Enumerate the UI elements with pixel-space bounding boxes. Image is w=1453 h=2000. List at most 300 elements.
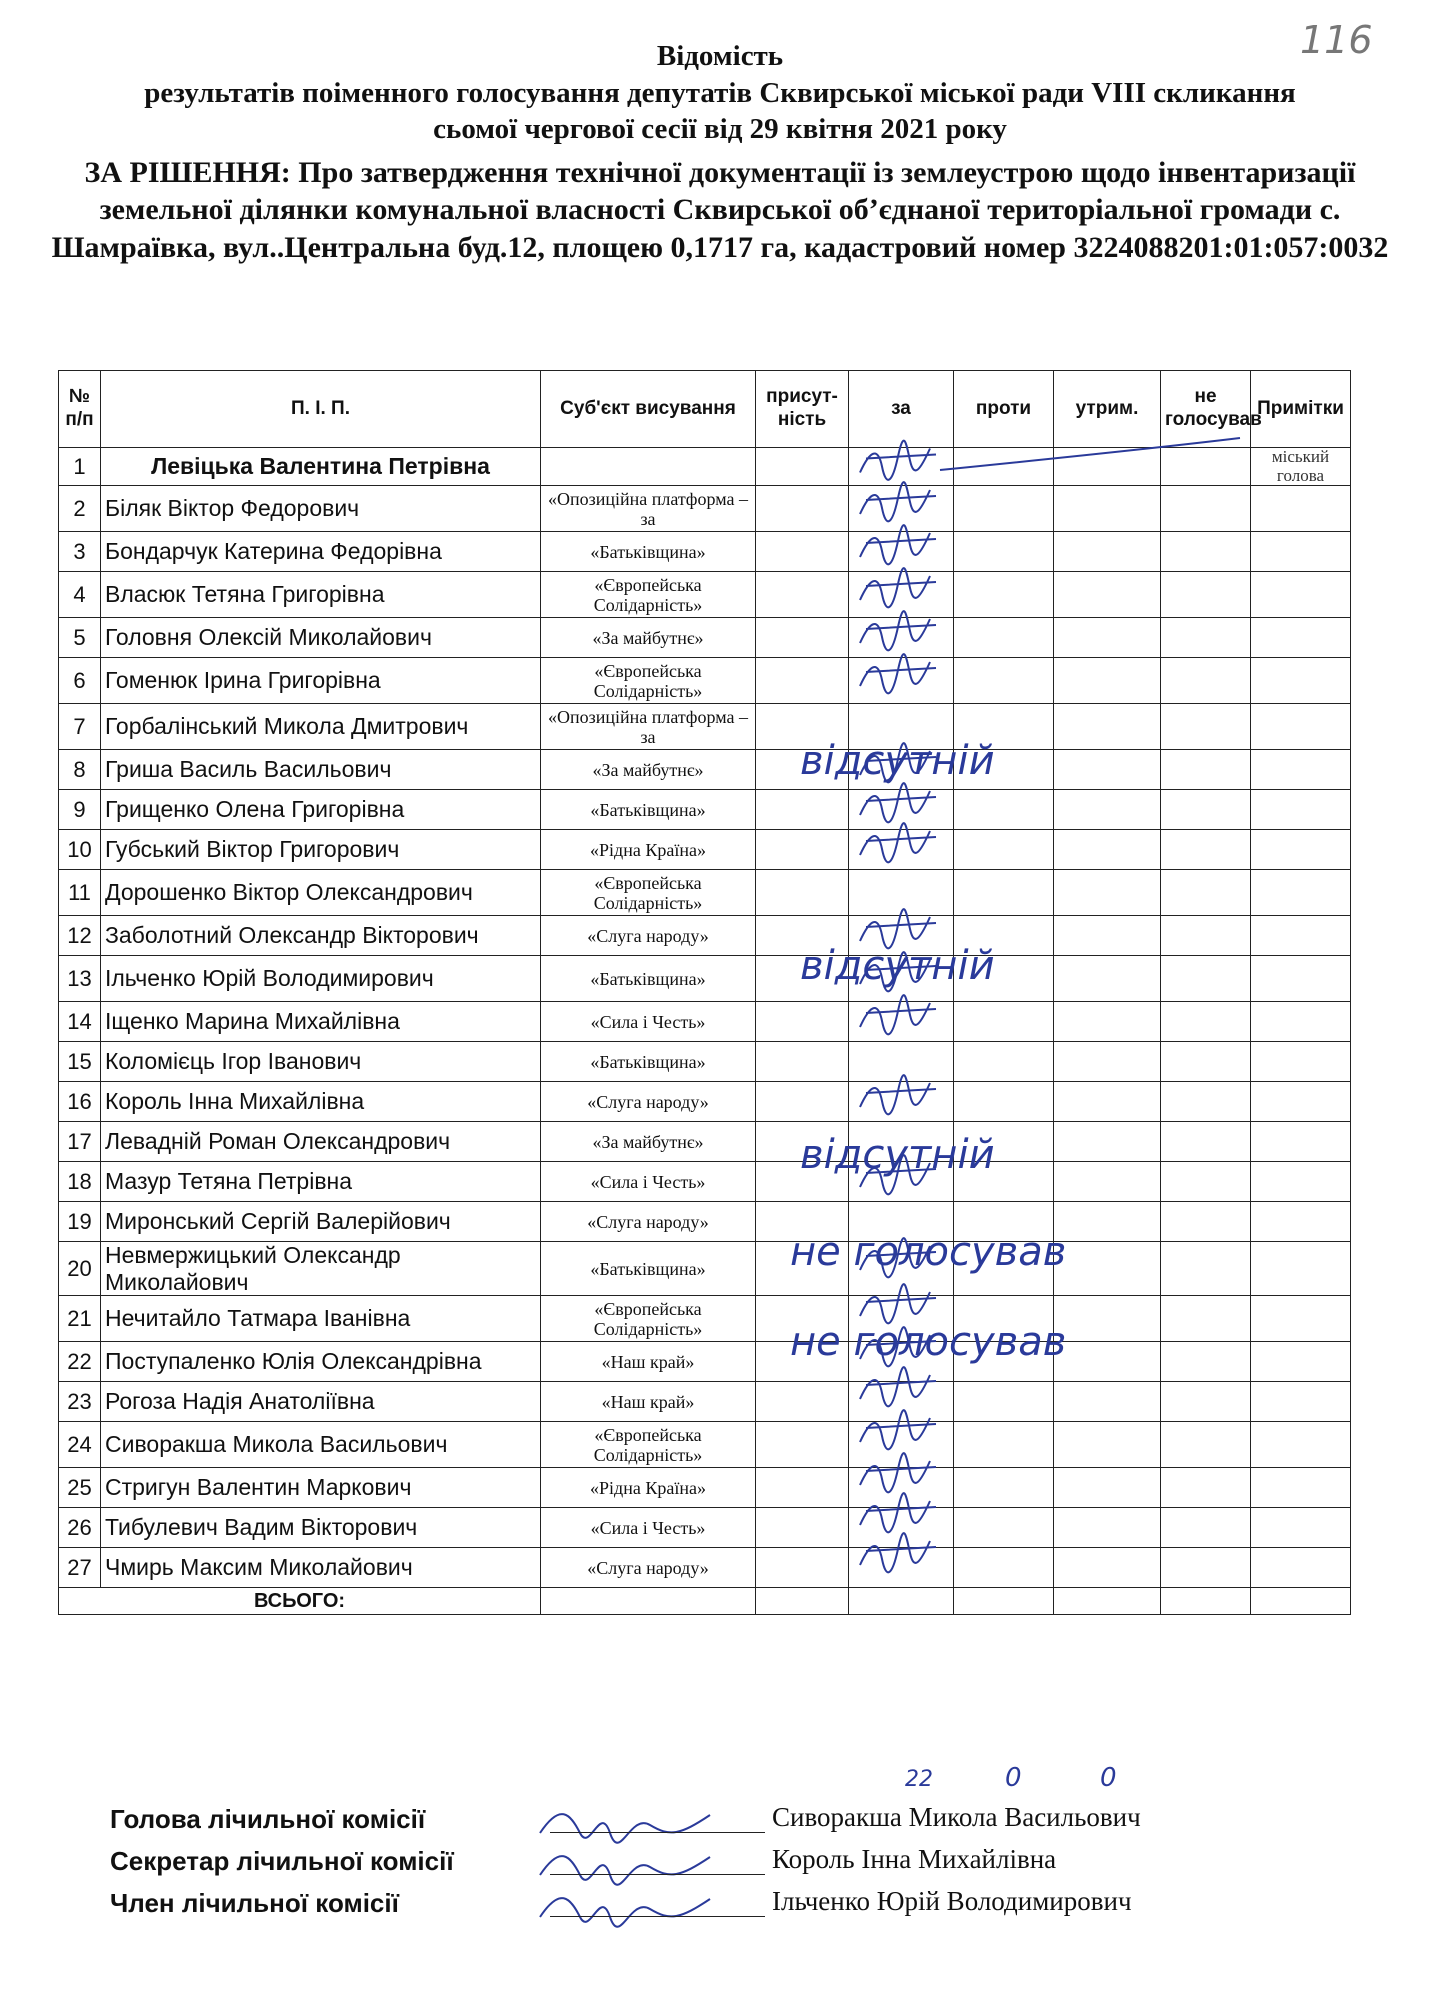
table-row	[59, 486, 1351, 532]
nominating-party: «Опозиційна платформа – за	[541, 486, 756, 532]
vote-for-cell	[849, 1296, 954, 1342]
deputy-name: Горбалінський Микола Дмитрович	[101, 704, 541, 750]
row-number: 4	[59, 572, 101, 618]
presence-cell	[756, 1162, 849, 1202]
deputy-name: Чмирь Максим Миколайович	[101, 1548, 541, 1588]
note-cell	[1251, 532, 1351, 572]
not-voted-cell	[1161, 1242, 1251, 1296]
note-cell	[1251, 1202, 1351, 1242]
table-row	[59, 1422, 1351, 1468]
deputy-name: Губський Віктор Григорович	[101, 830, 541, 870]
col-header-for: за	[849, 371, 954, 448]
document-header	[40, 38, 1400, 267]
deputy-name: Дорошенко Віктор Олександрович	[101, 870, 541, 916]
note-cell	[1251, 870, 1351, 916]
presence-cell	[756, 1242, 849, 1296]
row-number: 12	[59, 916, 101, 956]
vote-for-cell	[849, 1468, 954, 1508]
vote-against-cell	[954, 956, 1054, 1002]
vote-against-cell	[954, 1242, 1054, 1296]
note-cell	[1251, 1082, 1351, 1122]
presence-cell	[756, 1422, 849, 1468]
presence-cell	[756, 448, 849, 486]
vote-for-cell	[849, 704, 954, 750]
not-voted-cell	[1161, 1122, 1251, 1162]
vote-for-cell	[849, 658, 954, 704]
presence-cell	[756, 1042, 849, 1082]
signature-line	[550, 1832, 765, 1833]
row-number: 3	[59, 532, 101, 572]
table-row	[59, 572, 1351, 618]
col-header-present: присут-ність	[756, 371, 849, 448]
vote-for-cell	[849, 532, 954, 572]
commission-chair-row	[110, 1800, 1260, 1842]
vote-for-cell	[849, 750, 954, 790]
nominating-party: «Європейська Солідарність»	[541, 572, 756, 618]
decision-text: ЗА РІШЕННЯ: Про затвердження технічної документації із землеустрою щодо інвентаризації земельної ділянки комунальної власності Сквирської об’єднаної територіальної громади с. Шамраївка, вул..Центральна буд.12, площею 0,1717 га, кадастровий номер 3224088201:01:057:0032	[51, 155, 1389, 265]
vote-abstain-cell	[1054, 532, 1161, 572]
row-number: 22	[59, 1342, 101, 1382]
vote-abstain-cell	[1054, 916, 1161, 956]
vote-against-cell	[954, 1548, 1054, 1588]
col-header-party: Суб'єкт висування	[541, 371, 756, 448]
not-voted-cell	[1161, 1296, 1251, 1342]
vote-against-cell	[954, 1422, 1054, 1468]
table-row	[59, 790, 1351, 830]
row-number: 15	[59, 1042, 101, 1082]
vote-against-cell	[954, 1002, 1054, 1042]
row-number: 20	[59, 1242, 101, 1296]
note-cell	[1251, 658, 1351, 704]
not-voted-mark-row-19: не голосував	[790, 1319, 1067, 1365]
vote-against-cell	[954, 704, 1054, 750]
vote-for-cell	[849, 870, 954, 916]
col-header-not-voted: не голосував	[1161, 371, 1251, 448]
vote-abstain-cell	[1054, 1508, 1161, 1548]
table-row	[59, 956, 1351, 1002]
col-header-abstain: утрим.	[1054, 371, 1161, 448]
note-cell	[1251, 1342, 1351, 1382]
vote-for-cell	[849, 1422, 954, 1468]
row-number: 16	[59, 1082, 101, 1122]
deputy-name: Іщенко Марина Михайлівна	[101, 1002, 541, 1042]
nominating-party: «Рідна Країна»	[541, 1468, 756, 1508]
table-header-row	[59, 371, 1351, 448]
absent-mark-row-7: відсутній	[800, 738, 995, 784]
commission-secretary-name: Король Інна Михайлівна	[772, 1844, 1057, 1874]
deputy-name: Рогоза Надія Анатоліївна	[101, 1382, 541, 1422]
row-number: 14	[59, 1002, 101, 1042]
not-voted-cell	[1161, 790, 1251, 830]
nominating-party	[541, 448, 756, 486]
note-cell	[1251, 1296, 1351, 1342]
row-number: 1	[59, 448, 101, 486]
not-voted-cell	[1161, 1342, 1251, 1382]
row-number: 27	[59, 1548, 101, 1588]
table-row	[59, 1122, 1351, 1162]
row-number: 2	[59, 486, 101, 532]
nominating-party: «Європейська Солідарність»	[541, 658, 756, 704]
deputy-name: Король Інна Михайлівна	[101, 1082, 541, 1122]
vote-abstain-cell	[1054, 1468, 1161, 1508]
total-label: ВСЬОГО:	[59, 1588, 541, 1615]
vote-for-cell	[849, 486, 954, 532]
col-header-name: П. І. П.	[101, 371, 541, 448]
not-voted-cell	[1161, 750, 1251, 790]
commission-member-role: Член лічильної комісії	[110, 1888, 399, 1918]
nominating-party: «Європейська Солідарність»	[541, 1296, 756, 1342]
deputy-name: Біляк Віктор Федорович	[101, 486, 541, 532]
deputy-name: Грищенко Олена Григорівна	[101, 790, 541, 830]
nominating-party: «Сила і Честь»	[541, 1508, 756, 1548]
vote-against-cell	[954, 1296, 1054, 1342]
vote-against-cell	[954, 830, 1054, 870]
not-voted-cell	[1161, 572, 1251, 618]
presence-cell	[756, 830, 849, 870]
deputy-name: Власюк Тетяна Григорівна	[101, 572, 541, 618]
vote-against-cell	[954, 486, 1054, 532]
nominating-party: «Сила і Честь»	[541, 1162, 756, 1202]
note-cell	[1251, 572, 1351, 618]
row-number: 9	[59, 790, 101, 830]
note-cell	[1251, 1548, 1351, 1588]
vote-for-cell	[849, 572, 954, 618]
nominating-party: «Рідна Країна»	[541, 830, 756, 870]
total-for-value: 22	[905, 1767, 933, 1792]
total-abstain-value: 0	[1100, 1763, 1117, 1793]
vote-abstain-cell	[1054, 448, 1161, 486]
vote-for-cell	[849, 956, 954, 1002]
presence-cell	[756, 790, 849, 830]
deputy-name: Поступаленко Юлія Олександрівна	[101, 1342, 541, 1382]
vote-abstain-cell	[1054, 618, 1161, 658]
vote-against-cell	[954, 1042, 1054, 1082]
not-voted-mark-row-17: не голосував	[790, 1229, 1067, 1275]
table-row	[59, 750, 1351, 790]
vote-against-cell	[954, 448, 1054, 486]
vote-against-cell	[954, 1082, 1054, 1122]
table-row	[59, 1042, 1351, 1082]
vote-abstain-cell	[1054, 1082, 1161, 1122]
note-cell	[1251, 1242, 1351, 1296]
deputy-name: Миронський Сергій Валерійович	[101, 1202, 541, 1242]
table-row	[59, 1202, 1351, 1242]
vote-against-cell	[954, 532, 1054, 572]
vote-abstain-cell	[1054, 790, 1161, 830]
note-cell	[1251, 956, 1351, 1002]
nominating-party: «Опозиційна платформа – за	[541, 704, 756, 750]
vote-for-cell	[849, 1042, 954, 1082]
presence-cell	[756, 486, 849, 532]
row-number: 17	[59, 1122, 101, 1162]
vote-for-cell	[849, 618, 954, 658]
row-number: 25	[59, 1468, 101, 1508]
vote-abstain-cell	[1054, 750, 1161, 790]
table-row	[59, 1548, 1351, 1588]
presence-cell	[756, 1082, 849, 1122]
table-row	[59, 532, 1351, 572]
not-voted-cell	[1161, 830, 1251, 870]
deputy-name: Гриша Василь Васильович	[101, 750, 541, 790]
note-cell: міський голова	[1251, 448, 1351, 486]
vote-against-cell	[954, 618, 1054, 658]
vote-for-cell	[849, 830, 954, 870]
row-number: 11	[59, 870, 101, 916]
not-voted-cell	[1161, 1508, 1251, 1548]
not-voted-cell	[1161, 1548, 1251, 1588]
table-row	[59, 1342, 1351, 1382]
document-title: Відомість	[656, 40, 784, 72]
deputy-name: Бондарчук Катерина Федорівна	[101, 532, 541, 572]
session-line: сьомої чергової сесії від 29 квітня 2021 року	[433, 113, 1007, 146]
vote-abstain-cell	[1054, 1382, 1161, 1422]
note-cell	[1251, 1468, 1351, 1508]
vote-for-cell	[849, 1508, 954, 1548]
presence-cell	[756, 658, 849, 704]
not-voted-cell	[1161, 1202, 1251, 1242]
vote-abstain-cell	[1054, 572, 1161, 618]
commission-secretary-role: Секретар лічильної комісії	[110, 1846, 454, 1876]
deputy-name: Коломієць Ігор Іванович	[101, 1042, 541, 1082]
presence-cell	[756, 1202, 849, 1242]
vote-for-cell	[849, 1382, 954, 1422]
vote-for-cell	[849, 1122, 954, 1162]
deputy-name: Ільченко Юрій Володимирович	[101, 956, 541, 1002]
table-row	[59, 658, 1351, 704]
deputy-name: Невмержицький Олександр Миколайович	[101, 1242, 541, 1296]
vote-abstain-cell	[1054, 1002, 1161, 1042]
table-row	[59, 1162, 1351, 1202]
presence-cell	[756, 572, 849, 618]
commission-member-row	[110, 1884, 1260, 1926]
deputy-name: Левадній Роман Олександрович	[101, 1122, 541, 1162]
vote-against-cell	[954, 1162, 1054, 1202]
absent-mark-row-11: відсутній	[800, 943, 995, 989]
vote-for-cell	[849, 1202, 954, 1242]
vote-against-cell	[954, 572, 1054, 618]
vote-against-cell	[954, 750, 1054, 790]
vote-for-cell	[849, 916, 954, 956]
vote-abstain-cell	[1054, 1422, 1161, 1468]
vote-abstain-cell	[1054, 1242, 1161, 1296]
note-cell	[1251, 1162, 1351, 1202]
vote-abstain-cell	[1054, 1202, 1161, 1242]
nominating-party: «Слуга народу»	[541, 916, 756, 956]
note-cell	[1251, 486, 1351, 532]
deputy-name: Тибулевич Вадим Вікторович	[101, 1508, 541, 1548]
not-voted-cell	[1161, 870, 1251, 916]
not-voted-cell	[1161, 916, 1251, 956]
not-voted-cell	[1161, 618, 1251, 658]
row-number: 8	[59, 750, 101, 790]
not-voted-cell	[1161, 1382, 1251, 1422]
col-header-number: № п/п	[59, 371, 101, 448]
vote-for-cell	[849, 1082, 954, 1122]
vote-abstain-cell	[1054, 1296, 1161, 1342]
col-header-against: проти	[954, 371, 1054, 448]
deputy-name: Головня Олексій Миколайович	[101, 618, 541, 658]
table-row	[59, 448, 1351, 486]
signature-line	[550, 1916, 765, 1917]
row-number: 5	[59, 618, 101, 658]
not-voted-cell	[1161, 1162, 1251, 1202]
presence-cell	[756, 870, 849, 916]
vote-against-cell	[954, 1342, 1054, 1382]
note-cell	[1251, 1508, 1351, 1548]
nominating-party: «Наш край»	[541, 1382, 756, 1422]
vote-abstain-cell	[1054, 704, 1161, 750]
deputy-name: Стригун Валентин Маркович	[101, 1468, 541, 1508]
vote-for-cell	[849, 1002, 954, 1042]
note-cell	[1251, 1002, 1351, 1042]
not-voted-cell	[1161, 704, 1251, 750]
note-cell	[1251, 1042, 1351, 1082]
vote-abstain-cell	[1054, 1548, 1161, 1588]
not-voted-cell	[1161, 448, 1251, 486]
note-cell	[1251, 618, 1351, 658]
absent-mark-row-15: відсутній	[800, 1132, 995, 1178]
nominating-party: «Батьківщина»	[541, 1242, 756, 1296]
vote-abstain-cell	[1054, 870, 1161, 916]
row-number: 10	[59, 830, 101, 870]
note-cell	[1251, 790, 1351, 830]
presence-cell	[756, 1296, 849, 1342]
nominating-party: «Батьківщина»	[541, 790, 756, 830]
presence-cell	[756, 618, 849, 658]
nominating-party: «За майбутнє»	[541, 1122, 756, 1162]
total-against-value: 0	[1005, 1763, 1022, 1793]
note-cell	[1251, 916, 1351, 956]
nominating-party: «Батьківщина»	[541, 1042, 756, 1082]
not-voted-cell	[1161, 1422, 1251, 1468]
note-cell	[1251, 750, 1351, 790]
not-voted-cell	[1161, 658, 1251, 704]
presence-cell	[756, 1342, 849, 1382]
commission-secretary-row	[110, 1842, 1260, 1884]
presence-cell	[756, 1382, 849, 1422]
total-row	[59, 1588, 1351, 1615]
nominating-party: «За майбутнє»	[541, 750, 756, 790]
row-number: 13	[59, 956, 101, 1002]
presence-cell	[756, 1002, 849, 1042]
nominating-party: «Батьківщина»	[541, 956, 756, 1002]
table-row	[59, 1382, 1351, 1422]
deputy-name: Левіцька Валентина Петрівна	[101, 448, 541, 486]
vote-against-cell	[954, 1382, 1054, 1422]
note-cell	[1251, 830, 1351, 870]
vote-for-cell	[849, 1548, 954, 1588]
vote-for-cell	[849, 790, 954, 830]
vote-abstain-cell	[1054, 486, 1161, 532]
presence-cell	[756, 750, 849, 790]
vote-for-cell	[849, 1242, 954, 1296]
row-number: 6	[59, 658, 101, 704]
vote-against-cell	[954, 658, 1054, 704]
vote-abstain-cell	[1054, 1162, 1161, 1202]
deputy-name: Мазур Тетяна Петрівна	[101, 1162, 541, 1202]
commission-signatures	[110, 1800, 1260, 1926]
note-cell	[1251, 1382, 1351, 1422]
note-cell	[1251, 1422, 1351, 1468]
row-number: 21	[59, 1296, 101, 1342]
table-row	[59, 870, 1351, 916]
table-row	[59, 1002, 1351, 1042]
note-cell	[1251, 1122, 1351, 1162]
nominating-party: «Слуга народу»	[541, 1202, 756, 1242]
col-header-notes: Примітки	[1251, 371, 1351, 448]
presence-cell	[756, 1508, 849, 1548]
row-number: 7	[59, 704, 101, 750]
table-row	[59, 704, 1351, 750]
table-row	[59, 830, 1351, 870]
table-row	[59, 1296, 1351, 1342]
vote-against-cell	[954, 870, 1054, 916]
table-row	[59, 618, 1351, 658]
nominating-party: «Європейська Солідарність»	[541, 1422, 756, 1468]
presence-cell	[756, 1468, 849, 1508]
table-row	[59, 1508, 1351, 1548]
note-cell	[1251, 704, 1351, 750]
presence-cell	[756, 704, 849, 750]
voting-table	[58, 370, 1351, 1615]
nominating-party: «Слуга народу»	[541, 1548, 756, 1588]
deputy-name: Гоменюк Ірина Григорівна	[101, 658, 541, 704]
deputy-name: Заболотний Олександр Вікторович	[101, 916, 541, 956]
row-number: 24	[59, 1422, 101, 1468]
not-voted-cell	[1161, 486, 1251, 532]
vote-abstain-cell	[1054, 1042, 1161, 1082]
not-voted-cell	[1161, 1468, 1251, 1508]
row-number: 19	[59, 1202, 101, 1242]
vote-against-cell	[954, 1468, 1054, 1508]
vote-against-cell	[954, 1202, 1054, 1242]
commission-member-name: Ільченко Юрій Володимирович	[772, 1886, 1132, 1916]
vote-for-cell	[849, 1162, 954, 1202]
vote-for-cell	[849, 448, 954, 486]
commission-chair-name: Сиворакша Микола Васильович	[772, 1802, 1141, 1832]
page-number: 116	[1300, 18, 1373, 62]
table-row	[59, 1242, 1351, 1296]
nominating-party: «Наш край»	[541, 1342, 756, 1382]
deputy-name: Сиворакша Микола Васильович	[101, 1422, 541, 1468]
vote-abstain-cell	[1054, 956, 1161, 1002]
nominating-party: «Батьківщина»	[541, 532, 756, 572]
vote-against-cell	[954, 790, 1054, 830]
row-number: 18	[59, 1162, 101, 1202]
commission-chair-role: Голова лічильної комісії	[110, 1804, 426, 1834]
presence-cell	[756, 916, 849, 956]
table-row	[59, 916, 1351, 956]
signature-line	[550, 1874, 765, 1875]
not-voted-cell	[1161, 1042, 1251, 1082]
deputy-name: Нечитайло Татмара Іванівна	[101, 1296, 541, 1342]
document-subtitle: результатів поіменного голосування депутатів Сквирської міської ради VIII скликання	[144, 76, 1296, 109]
table-row	[59, 1082, 1351, 1122]
vote-abstain-cell	[1054, 658, 1161, 704]
not-voted-cell	[1161, 532, 1251, 572]
not-voted-cell	[1161, 956, 1251, 1002]
row-number: 23	[59, 1382, 101, 1422]
presence-cell	[756, 956, 849, 1002]
vote-abstain-cell	[1054, 1342, 1161, 1382]
vote-against-cell	[954, 1122, 1054, 1162]
row-number: 26	[59, 1508, 101, 1548]
vote-abstain-cell	[1054, 830, 1161, 870]
nominating-party: «За майбутнє»	[541, 618, 756, 658]
vote-against-cell	[954, 1508, 1054, 1548]
table-row	[59, 1468, 1351, 1508]
vote-abstain-cell	[1054, 1122, 1161, 1162]
